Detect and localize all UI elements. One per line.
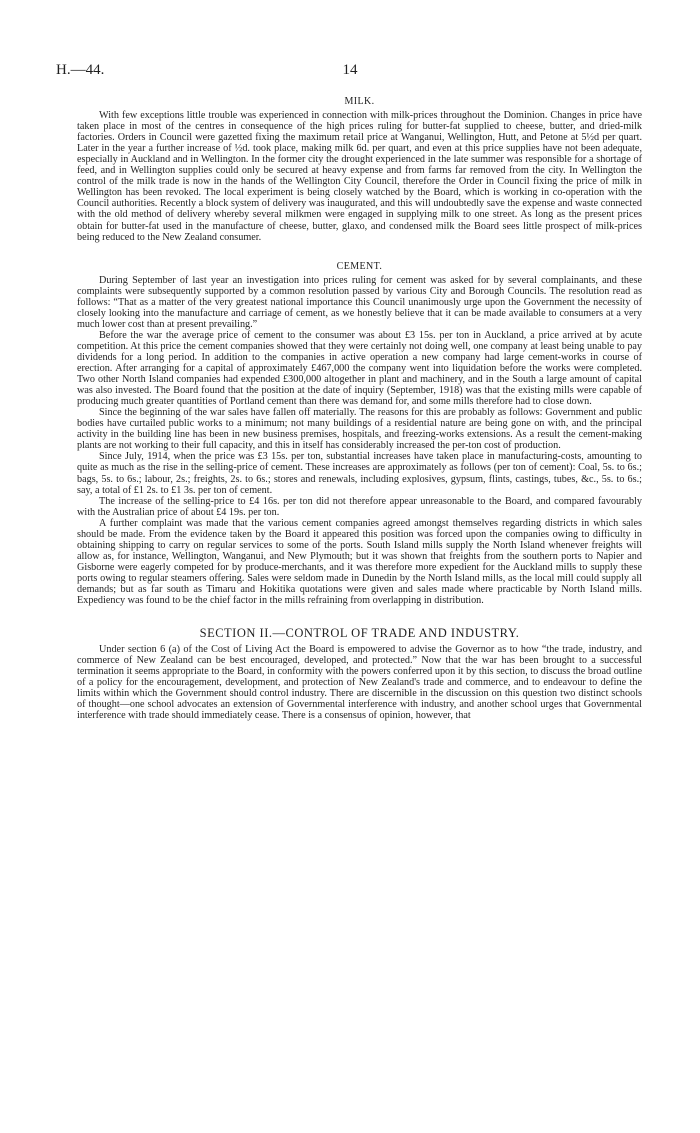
section-ii-heading: SECTION II.—CONTROL OF TRADE AND INDUSTRY. — [199, 626, 520, 641]
cement-paragraph: Before the war the average price of cement to the consumer was about £3 15s. per ton in Auckland, a price arrived at by acute competition. At this price the cement companies showed that they were certainly not doing well, one company at least being unable to pay dividends for a long period. In addition to the companies in active operation a new company had large cement-works in course of erection. After arranging for a capital of approximately £467,000 the company went into liquidation before the works were completed. Two other North Island companies had expended £300,000 altogether in plant and machinery, and in the South a large amount of capital was also invested. The Board found that the position at the date of inquiry (September, 1918) was that the existing mills were capable of producing much greater quantities of Portland cement than there was demand for, and some mills therefore had to close down. — [77, 329, 642, 408]
page-number: 14 — [342, 62, 358, 78]
cement-heading: CEMENT. — [336, 260, 383, 272]
cement-paragraph: Since the beginning of the war sales have fallen off materially. The reasons for this are probably as follows: Government and public bodies have curtailed public works to a minimum; not many buildings of a residential nature are being gone on with, and the principal activity in the building line has been in new business premises, hospitals, and freezing-works extensions. As a result the cement-making plants are not working to their full capacity, and this in itself has considerably increased the per-ton cost of production. — [77, 407, 642, 452]
document-code: H.—44. — [56, 62, 105, 78]
milk-heading: MILK. — [344, 96, 375, 107]
cement-paragraph: Since July, 1914, when the price was £3 15s. per ton, substantial increases have taken place in manufacturing-costs, amounting to quite as much as the rise in the selling-price of cement. These increases are approximately as follows (per ton of cement): Coal, 5s. to 6s.; bags, 5s. to 6s.; labour, 2s.; freights, 2s. to 6s.; stores and renewals, including explosives, gypsum, flints, castings, tubes, &c., 5s. to 6s.; say, a total of £1 2s. to £1 3s. per ton of cement. — [77, 451, 642, 496]
cement-paragraph: A further complaint was made that the various cement companies agreed amongst themselves regarding districts in which sales should be made. From the evidence taken by the Board it appeared this position was forced upon the companies owing to difficulty in obtaining shipping to carry on regular services to some of the ports. South Island mills supply the North Island whenever freights will allow as, for instance, Wellington, Wanganui, and New Plymouth; but it was shown that freights from the southern ports to Napier and Gisborne were eagerly competed for by produce-merchants, and it was therefore more expedient for the Auckland mills to supply these ports owing to regular steamers offering. Sales were seldom made in Dunedin by the North Island mills, as the local mill could supply all demands; but as far south as Timaru and Hokitika quotations were given and sales made where practicable by North Island mills. Expediency was found to be the chief factor in the mills refraining from overlapping in distribution. — [77, 517, 642, 607]
document-body — [77, 96, 642, 721]
section-ii-paragraph: Under section 6 (a) of the Cost of Living Act the Board is empowered to advise the Governor as to how “the trade, industry, and commerce of New Zealand can be best encouraged, developed, and protected.” Now that the war has been brought to a successful termination it seems appropriate to the Board, in conformity with the powers conferred upon it by this section, to discuss the broad outline of a policy for the encouragement, development, and protection of New Zealand's trade and commerce, and to endeavour to define the limits within which the Government should control industry. There are discernible in the discussion on this question two distinct schools of thought—one school advocates an extension of Governmental interference with industry, and another school urges that Governmental interference with trade should immediately cease. There is a consensus of opinion, however, that — [77, 644, 642, 722]
cement-paragraph: During September of last year an investigation into prices ruling for cement was asked for by several complainants, and these complaints were subsequently supported by a common resolution passed by various City and Borough Councils. The resolution read as follows: “That as a matter of the very greatest national importance this Council unanimously urge upon the Government the necessity of closely looking into the manufacture and carriage of cement, as we honestly believe that it can be made available to consumers at a very much lower cost than at present prevailing.” — [77, 274, 642, 330]
cement-paragraph: The increase of the selling-price to £4 16s. per ton did not therefore appear unreasonable to the Board, and compared favourably with the Australian price of about £4 19s. per ton. — [77, 495, 642, 518]
milk-paragraph: With few exceptions little trouble was experienced in connection with milk-prices throughout the Dominion. Changes in price have taken place in most of the centres in consequence of the high prices ruling for butter-fat supplied to cheese, butter, and dried-milk factories. Orders in Council were gazetted fixing the maximum retail price at Wanganui, Wellington, Hutt, and Petone at 5½d per quart. Later in the year a further increase of ½d. took place, making milk 6d. per quart, and even at this price supplies have not been adequate, especially in Auckland and in Wellington. In the former city the drought experienced in the late summer was responsible for a shortage of feed, and in Wellington supplies could only be secured at heavy expense and from farms far removed from the city. In Wellington the control of the milk trade is now in the hands of the Wellington City Council, therefore the Order in Council fixing the price of milk in Wellington has been revoked. The local experiment is being closely watched by the Board, which is working in co-operation with the Council authorities. Recently a block system of delivery was inaugurated, and this will undoubtedly save the expense and waste connected with the old method of delivery whereby several milkmen were engaged in supplying milk to one street. As long as the present prices obtain for butter-fat used in the manufacture of cheese, butter, glaxo, and condensed milk the Board sees little prospect of milk-prices being reduced to the New Zealand consumer. — [77, 110, 642, 243]
page-header — [56, 62, 644, 84]
